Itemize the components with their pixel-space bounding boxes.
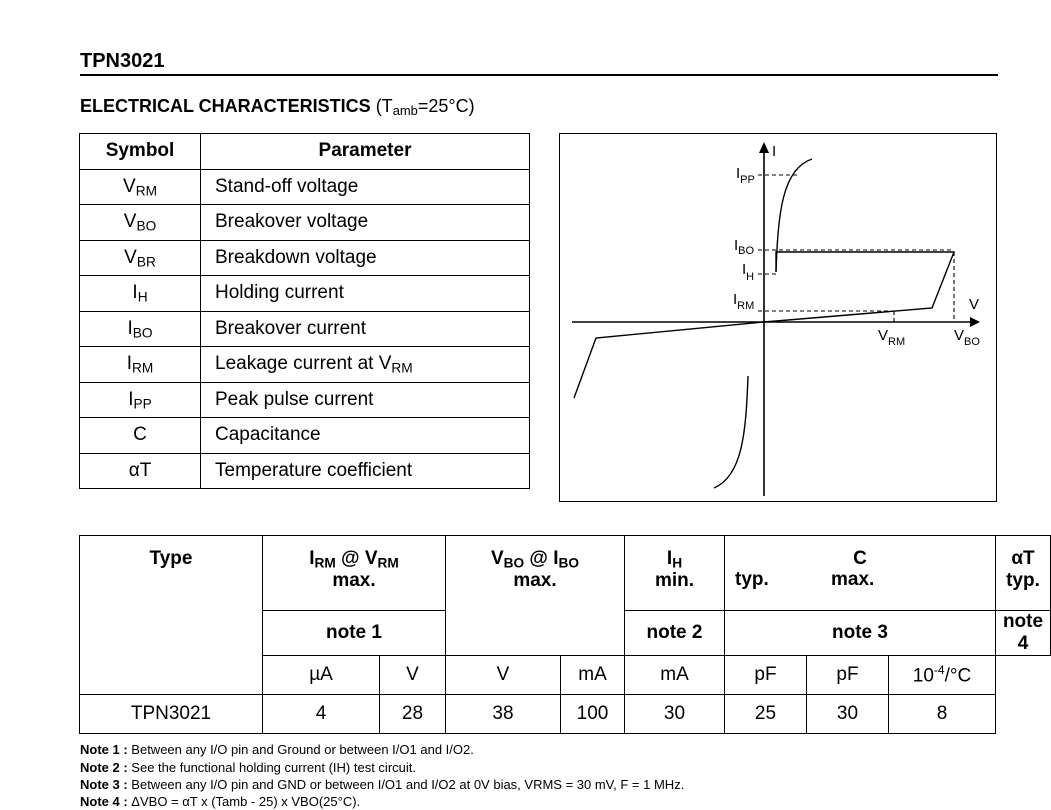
symbol-row bbox=[80, 347, 530, 383]
parameter-header: Parameter bbox=[201, 134, 530, 170]
vbo-header: $V_{BO}$ @ $I_{BO}$ max. bbox=[446, 536, 625, 656]
cell-ih: 30 bbox=[625, 695, 725, 734]
parameter-cell: Capacitance bbox=[201, 418, 530, 454]
symbol-table-header bbox=[80, 134, 530, 170]
parameter-cell: Holding current bbox=[201, 276, 530, 312]
ibo-label: $I_{BO}$ bbox=[734, 237, 755, 257]
symbol-cell: $I_H$ bbox=[80, 276, 201, 312]
symbol-row bbox=[80, 276, 530, 312]
section-heading-text: ELECTRICAL CHARACTERISTICS bbox=[80, 96, 371, 116]
symbol-cell: $I_{RM}$ bbox=[80, 347, 201, 383]
symbol-row bbox=[80, 453, 530, 489]
cell-irm: 4 bbox=[263, 695, 380, 734]
symbol-cell: $I_{BO}$ bbox=[80, 311, 201, 347]
cell-c-typ: 25 bbox=[725, 695, 807, 734]
note-2: Note 2 : See the functional holding current (IH) test circuit. bbox=[80, 760, 416, 775]
symbol-row bbox=[80, 169, 530, 205]
parameter-cell: Breakdown voltage bbox=[201, 240, 530, 276]
symbol-cell: $V_{BR}$ bbox=[80, 240, 201, 276]
symbol-header: Symbol bbox=[80, 134, 201, 170]
parameter-cell: Peak pulse current bbox=[201, 382, 530, 418]
cell-at: 8 bbox=[889, 695, 996, 734]
symbol-table bbox=[79, 133, 530, 489]
unit-ih: mA bbox=[625, 656, 725, 695]
unit-c-max: pF bbox=[807, 656, 889, 695]
c-header: C typ. max. bbox=[725, 536, 996, 611]
symbol-cell: αT bbox=[80, 453, 201, 489]
note3-ref: note 3 bbox=[725, 611, 996, 656]
parameter-cell: Temperature coefficient bbox=[201, 453, 530, 489]
symbol-row bbox=[80, 418, 530, 454]
symbol-row bbox=[80, 311, 530, 347]
c-typ-label: typ. bbox=[735, 569, 769, 590]
parameter-cell: Breakover voltage bbox=[201, 205, 530, 241]
iv-curve-reverse bbox=[574, 322, 764, 398]
parameter-cell: Stand-off voltage bbox=[201, 169, 530, 205]
ipp-label: $I_{PP}$ bbox=[736, 165, 755, 186]
note1-ref: note 1 bbox=[263, 611, 446, 656]
iv-graph-svg bbox=[560, 134, 996, 501]
characteristics-table bbox=[79, 535, 1051, 734]
i-axis-arrow bbox=[759, 142, 769, 153]
irm-label: $I_{RM}$ bbox=[733, 291, 755, 312]
data-row-tpn3021 bbox=[80, 695, 1051, 734]
unit-c-typ: pF bbox=[725, 656, 807, 695]
symbol-cell: $V_{RM}$ bbox=[80, 169, 201, 205]
symbol-cell: $I_{PP}$ bbox=[80, 382, 201, 418]
at-header: αT typ. bbox=[996, 536, 1051, 611]
symbol-cell: C bbox=[80, 418, 201, 454]
iv-curve-upper bbox=[776, 159, 812, 272]
type-header: Type bbox=[80, 536, 263, 695]
note-1: Note 1 : Between any I/O pin and Ground or between I/O1 and I/O2. bbox=[80, 742, 474, 757]
symbol-row bbox=[80, 382, 530, 418]
unit-vrm: V bbox=[380, 656, 446, 695]
parameter-cell: Leakage current at $V_{RM}$ bbox=[201, 347, 530, 383]
symbol-cell: $V_{BO}$ bbox=[80, 205, 201, 241]
section-condition: $(T_{amb}=25^\circ C)$ bbox=[375, 96, 475, 119]
unit-ibo: mA bbox=[561, 656, 625, 695]
irm-header: $I_{RM}$ @ $V_{RM}$ max. bbox=[263, 536, 446, 611]
section-heading bbox=[80, 96, 475, 118]
unit-irm: µA bbox=[263, 656, 380, 695]
note4-ref: note 4 bbox=[996, 611, 1051, 656]
ih-header: $I_H$ min. bbox=[625, 536, 725, 611]
ih-label: $I_H$ bbox=[742, 261, 755, 283]
cell-vbo: 38 bbox=[446, 695, 561, 734]
c-max-label: max. bbox=[831, 569, 875, 590]
cell-c-max: 30 bbox=[807, 695, 889, 734]
unit-at: $10^{-4}/^\circ C$ bbox=[889, 656, 996, 695]
cell-type: TPN3021 bbox=[80, 695, 263, 734]
header-row-1 bbox=[80, 536, 1051, 611]
axis-i-label: I bbox=[772, 143, 777, 160]
vbo-label: $V_{BO}$ bbox=[954, 327, 980, 348]
iv-curve-lower bbox=[714, 376, 748, 488]
cell-vrm: 28 bbox=[380, 695, 446, 734]
symbol-row bbox=[80, 205, 530, 241]
iv-characteristic-graph bbox=[559, 133, 997, 502]
document-title: TPN3021 bbox=[80, 50, 165, 72]
title-rule bbox=[80, 74, 998, 76]
note-3: Note 3 : Between any I/O pin and GND or between I/O1 and I/O2 at 0V bias, VRMS = 30 mV, F = 1 MHz. bbox=[80, 777, 685, 792]
unit-vbo: V bbox=[446, 656, 561, 695]
axis-v-label: V bbox=[969, 296, 980, 313]
vrm-label: $V_{RM}$ bbox=[878, 327, 906, 348]
cell-ibo: 100 bbox=[561, 695, 625, 734]
note2-ref: note 2 bbox=[625, 611, 725, 656]
v-axis-arrow bbox=[970, 317, 980, 327]
parameter-cell: Breakover current bbox=[201, 311, 530, 347]
note-4: Note 4 : ΔVBO = αT x (Tamb - 25) x VBO(25°C). bbox=[80, 794, 361, 809]
symbol-row bbox=[80, 240, 530, 276]
